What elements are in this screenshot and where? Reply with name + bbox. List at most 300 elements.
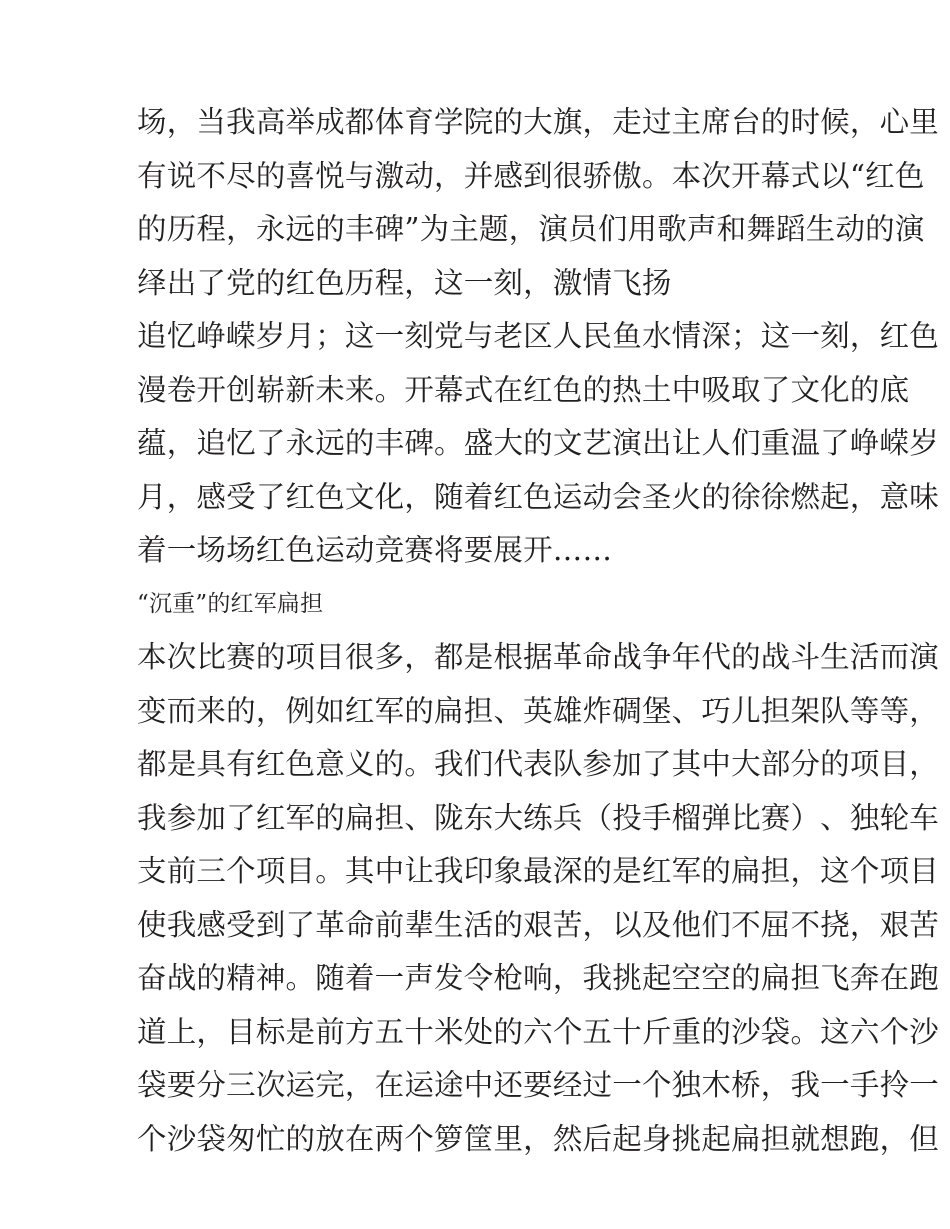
glyph: 他 [671,907,702,942]
glyph: 项 [849,747,880,781]
glyph: 大 [731,747,761,781]
glyph: 月 [137,479,167,514]
glyph: 热 [612,372,642,407]
glyph: 的 [196,961,227,995]
glyph: 战 [166,961,197,995]
document-text-line [137,417,939,471]
glyph: 蕴 [137,426,167,460]
glyph: 标 [255,1014,286,1049]
glyph: 革 [552,640,583,674]
glyph: 上 [166,1014,197,1049]
glyph: 目 [909,854,939,888]
glyph: 追 [137,319,167,353]
glyph: 跑 [849,1121,880,1156]
glyph: 远 [285,212,316,246]
glyph: 本 [137,640,167,674]
glyph: ； [731,319,761,353]
glyph: 项 [285,640,316,674]
glyph: 的 [315,800,345,835]
glyph: 个 [641,1068,672,1102]
glyph: 员 [568,212,598,246]
glyph: ， [582,105,613,139]
glyph: 吸 [701,372,732,407]
glyph: ， [255,693,286,728]
glyph: 次 [701,158,732,193]
glyph: 演 [538,212,569,246]
glyph: 的 [820,747,850,781]
glyph: 本 [671,158,702,193]
glyph: ， [760,1068,791,1102]
glyph: 的 [760,105,791,139]
glyph: 个 [552,1014,583,1049]
document-text-line [137,845,939,899]
glyph: 军 [671,854,702,888]
glyph: 候 [820,105,850,139]
glyph: 里 [493,1121,524,1156]
glyph: 一 [374,319,405,353]
glyph: 人 [552,319,583,353]
glyph: 演 [612,426,642,460]
glyph: 军 [374,693,405,728]
glyph: 月 [285,319,316,353]
glyph: 五 [582,1014,613,1049]
document-text-line [137,1059,939,1113]
glyph: 受 [226,907,256,942]
glyph: 斗 [790,640,821,674]
glyph: 个 [137,1121,167,1156]
glyph: 经 [552,1068,583,1102]
glyph: 运 [285,1068,316,1102]
glyph: 。 [790,1014,821,1049]
glyph: 目 [226,1014,256,1049]
glyph: 院 [463,105,494,139]
glyph: 感 [196,907,227,942]
glyph: 了 [226,800,256,835]
glyph: 榴 [671,800,702,835]
glyph: 味 [909,479,939,514]
glyph: 响 [523,961,553,995]
glyph: 水 [641,319,672,353]
document-text-line [137,150,925,204]
glyph: 六 [523,1014,553,1049]
glyph: 有 [226,747,256,781]
glyph: 色 [552,372,583,407]
glyph: 木 [701,1068,732,1102]
glyph: 十 [612,1014,642,1049]
glyph: 堡 [641,693,672,728]
glyph: 。 [374,372,405,407]
glyph: 忆 [226,426,256,460]
glyph: 年 [671,640,702,674]
glyph: 为 [419,212,450,246]
glyph: 军 [285,800,316,835]
glyph: 奔 [849,961,880,995]
glyph: 们 [463,747,494,781]
glyph: 袋 [760,1014,791,1049]
glyph: 但 [909,1121,939,1156]
glyph: 目 [315,640,345,674]
glyph: 车 [909,800,939,835]
glyph: 三 [196,854,227,888]
glyph: 主 [449,212,480,246]
glyph: 在 [374,1068,405,1102]
glyph: 其 [671,747,702,781]
glyph: 喜 [285,158,316,193]
glyph: 艰 [523,907,553,942]
glyph: 的 [523,426,553,460]
glyph: 道 [137,1014,167,1049]
glyph: 举 [285,105,316,139]
glyph: 徐 [731,479,761,514]
glyph: 义 [344,747,375,781]
glyph: 了 [255,479,286,514]
glyph: 是 [612,854,642,888]
glyph: 幕 [760,158,791,193]
glyph: 来 [196,693,227,728]
glyph: 圣 [641,479,672,514]
glyph: 的 [344,426,375,460]
glyph: 精 [226,961,256,995]
document-text-line [137,310,939,364]
glyph: 岁 [255,319,286,353]
glyph: 心 [879,105,910,139]
glyph: 投 [612,800,642,835]
glyph: 沙 [909,1014,939,1049]
glyph: 的 [285,1121,316,1156]
glyph: 永 [255,212,286,246]
glyph: 空 [671,961,702,995]
glyph: 兵 [552,800,583,835]
glyph: 想 [820,1121,850,1156]
glyph: 与 [344,158,375,193]
glyph: 鱼 [612,319,642,353]
glyph: 然 [552,1121,583,1156]
glyph: ， [523,1121,553,1156]
document-text-line [137,1006,939,1060]
glyph: 个 [879,1014,910,1049]
glyph: 目 [879,747,910,781]
glyph: 到 [523,158,553,193]
glyph: 场 [137,105,167,139]
glyph: 这 [820,1014,850,1049]
glyph: 刻 [820,319,850,353]
glyph: 色 [894,158,925,193]
glyph: 红 [344,693,375,728]
glyph: 是 [285,1014,316,1049]
glyph: 手 [641,800,672,835]
glyph: 生 [434,907,464,942]
glyph: 有 [137,158,167,193]
document-text-column [137,96,939,1166]
glyph: 屈 [760,907,791,942]
glyph: 生 [820,640,850,674]
glyph: 式 [790,158,821,193]
glyph: 意 [879,479,910,514]
glyph: 运 [404,1068,435,1102]
glyph: 们 [597,212,628,246]
glyph: 红 [865,158,895,193]
glyph: 独 [671,1068,702,1102]
glyph: 、 [493,693,524,728]
glyph: 这 [344,319,375,353]
glyph: 赛 [226,640,256,674]
glyph: 不 [196,158,227,193]
glyph: 扁 [344,800,375,835]
glyph: 着 [463,479,494,514]
glyph: 火 [671,479,702,514]
glyph: 和 [716,212,747,246]
glyph: 比 [196,640,227,674]
glyph: 的 [849,372,880,407]
glyph: 起 [641,961,672,995]
glyph: 的 [255,158,286,193]
glyph: 个 [849,854,880,888]
glyph: 蹈 [776,212,806,246]
document-text-line [137,792,939,846]
glyph: 说 [166,158,197,193]
glyph: 尽 [226,158,256,193]
glyph: 的 [701,479,732,514]
glyph: 分 [196,1068,227,1102]
glyph: 的 [137,212,167,246]
glyph: 我 [166,907,197,942]
glyph: 的 [731,640,761,674]
glyph: （ [582,800,613,835]
glyph: 式 [463,372,494,407]
glyph: 而 [166,693,197,728]
glyph: 区 [523,319,553,353]
glyph: 是 [463,640,494,674]
document-heading-line: “沉重”的红军扁担 [137,590,324,617]
glyph: 次 [166,640,197,674]
glyph: 两 [374,1121,405,1156]
glyph: 巧 [701,693,732,728]
glyph: 在 [879,961,910,995]
glyph: 担 [760,854,791,888]
glyph: 挠 [820,907,850,942]
glyph: 以 [612,907,642,942]
glyph: 方 [344,1014,375,1049]
glyph: ） [790,800,821,835]
document-text-line [137,685,939,739]
glyph: 个 [226,854,256,888]
glyph: 刻 [404,319,435,353]
glyph: 学 [434,105,464,139]
document-text-line [137,631,939,685]
glyph: 。 [285,961,316,995]
glyph: 的 [493,1014,524,1049]
glyph: 色 [909,319,939,353]
glyph: 次 [255,1068,286,1102]
glyph: 活 [463,907,494,942]
glyph: 的 [315,212,345,246]
glyph: 成 [315,105,345,139]
glyph: 出 [641,426,672,460]
glyph: 主 [671,105,702,139]
glyph: 很 [552,158,583,193]
glyph: 就 [790,1121,821,1156]
glyph: 这 [820,854,850,888]
glyph: 在 [493,372,524,407]
glyph: 创 [226,372,256,407]
glyph: 的 [374,747,405,781]
glyph: 很 [344,640,375,674]
glyph: ， [849,479,880,514]
glyph: 苦 [909,907,939,942]
glyph: 以 [820,158,850,193]
glyph: 雄 [552,693,583,728]
glyph: 运 [552,479,583,514]
glyph: 着 [344,961,375,995]
glyph: 走 [612,105,642,139]
glyph: 后 [582,1121,613,1156]
glyph: ， [849,105,880,139]
glyph: 目 [285,854,316,888]
glyph: 不 [790,907,821,942]
glyph: 扁 [731,1121,761,1156]
glyph: 化 [374,479,405,514]
glyph: 都 [137,747,167,781]
glyph: 担 [463,693,494,728]
glyph: 未 [315,372,345,407]
glyph: 卷 [166,372,197,407]
glyph: 骄 [582,158,613,193]
glyph: 分 [790,747,821,781]
glyph: 席 [701,105,732,139]
glyph: 英 [523,693,553,728]
glyph: 参 [582,747,613,781]
document-text-line [137,899,939,953]
glyph: 袋 [137,1068,167,1102]
glyph: 赛 [760,800,791,835]
glyph: 红 [523,372,553,407]
glyph: 战 [612,640,642,674]
glyph: 嵘 [226,319,256,353]
glyph: 令 [463,961,494,995]
glyph: 印 [463,854,494,888]
glyph: 的 [701,1014,732,1049]
glyph: 放 [315,1121,345,1156]
glyph: 一 [612,1068,642,1102]
glyph: 峥 [849,426,880,460]
glyph: 忙 [255,1121,286,1156]
glyph: 活 [849,640,880,674]
glyph: 红 [285,479,316,514]
glyph: 前 [166,854,197,888]
glyph: 箩 [434,1121,464,1156]
glyph: 程 [196,212,227,246]
glyph: ； [315,319,345,353]
glyph: ， [909,747,939,781]
glyph: 红 [255,747,286,781]
glyph: ， [344,1068,375,1102]
glyph: 途 [434,1068,464,1102]
glyph: 深 [552,854,583,888]
glyph: 独 [849,800,880,835]
glyph: 演 [909,640,939,674]
glyph: 我 [790,1068,821,1102]
glyph: ， [849,319,880,353]
glyph: 激 [374,158,405,193]
glyph: 开 [196,372,227,407]
glyph: 的 [731,961,761,995]
glyph: 色 [315,479,345,514]
glyph: 我 [226,105,256,139]
glyph: 情 [671,319,702,353]
glyph: 追 [196,426,227,460]
glyph: ， [226,212,256,246]
glyph: 红 [493,479,524,514]
glyph: 扁 [434,693,464,728]
glyph: 色 [285,747,316,781]
glyph: 苦 [552,907,583,942]
glyph: 袋 [196,1121,227,1156]
glyph: 根 [493,640,524,674]
glyph: 让 [671,426,702,460]
glyph: 米 [434,1014,464,1049]
glyph: ， [552,961,583,995]
glyph: 声 [686,212,717,246]
glyph: 的 [404,693,435,728]
glyph: 。 [434,426,464,460]
glyph: 红 [641,854,672,888]
glyph: 历 [166,212,197,246]
document-text-line: 绎出了党的红色历程，这一刻，激情飞扬 [137,265,672,300]
glyph: 桥 [731,1068,761,1102]
glyph: 沙 [731,1014,761,1049]
glyph: 了 [255,426,286,460]
glyph: ， [404,479,435,514]
glyph: 傲 [612,158,642,193]
glyph: 大 [493,426,524,460]
document-text-line: 着一场场红色运动竞赛将要展开…… [137,533,613,567]
document-text-line [137,203,925,257]
glyph: 表 [523,747,553,781]
glyph: 与 [463,319,494,353]
glyph: 三 [226,1068,256,1102]
glyph: 担 [760,693,791,728]
glyph: 碑 [374,212,405,246]
glyph: 扁 [731,854,761,888]
glyph: 还 [493,1068,524,1102]
glyph: 的 [865,212,895,246]
glyph: 前 [315,1014,345,1049]
glyph: 感 [196,479,227,514]
glyph: 中 [701,747,732,781]
glyph: 大 [493,800,524,835]
glyph: 永 [285,426,316,460]
glyph: 的 [582,854,613,888]
glyph: 一 [790,319,821,353]
glyph: 土 [641,372,672,407]
glyph: 民 [582,319,613,353]
glyph: 队 [552,747,583,781]
document-text-line [137,471,939,525]
glyph: 艰 [879,907,910,942]
glyph: 红 [879,319,910,353]
glyph: 最 [523,854,553,888]
glyph: 身 [641,1121,672,1156]
glyph: 我 [434,747,464,781]
glyph: 架 [790,693,821,728]
glyph: 的 [493,907,524,942]
glyph: ， [434,158,464,193]
glyph: 担 [374,800,405,835]
glyph: ， [582,907,613,942]
glyph: 舞 [746,212,777,246]
glyph: 随 [434,479,464,514]
document-text-line [137,364,910,418]
